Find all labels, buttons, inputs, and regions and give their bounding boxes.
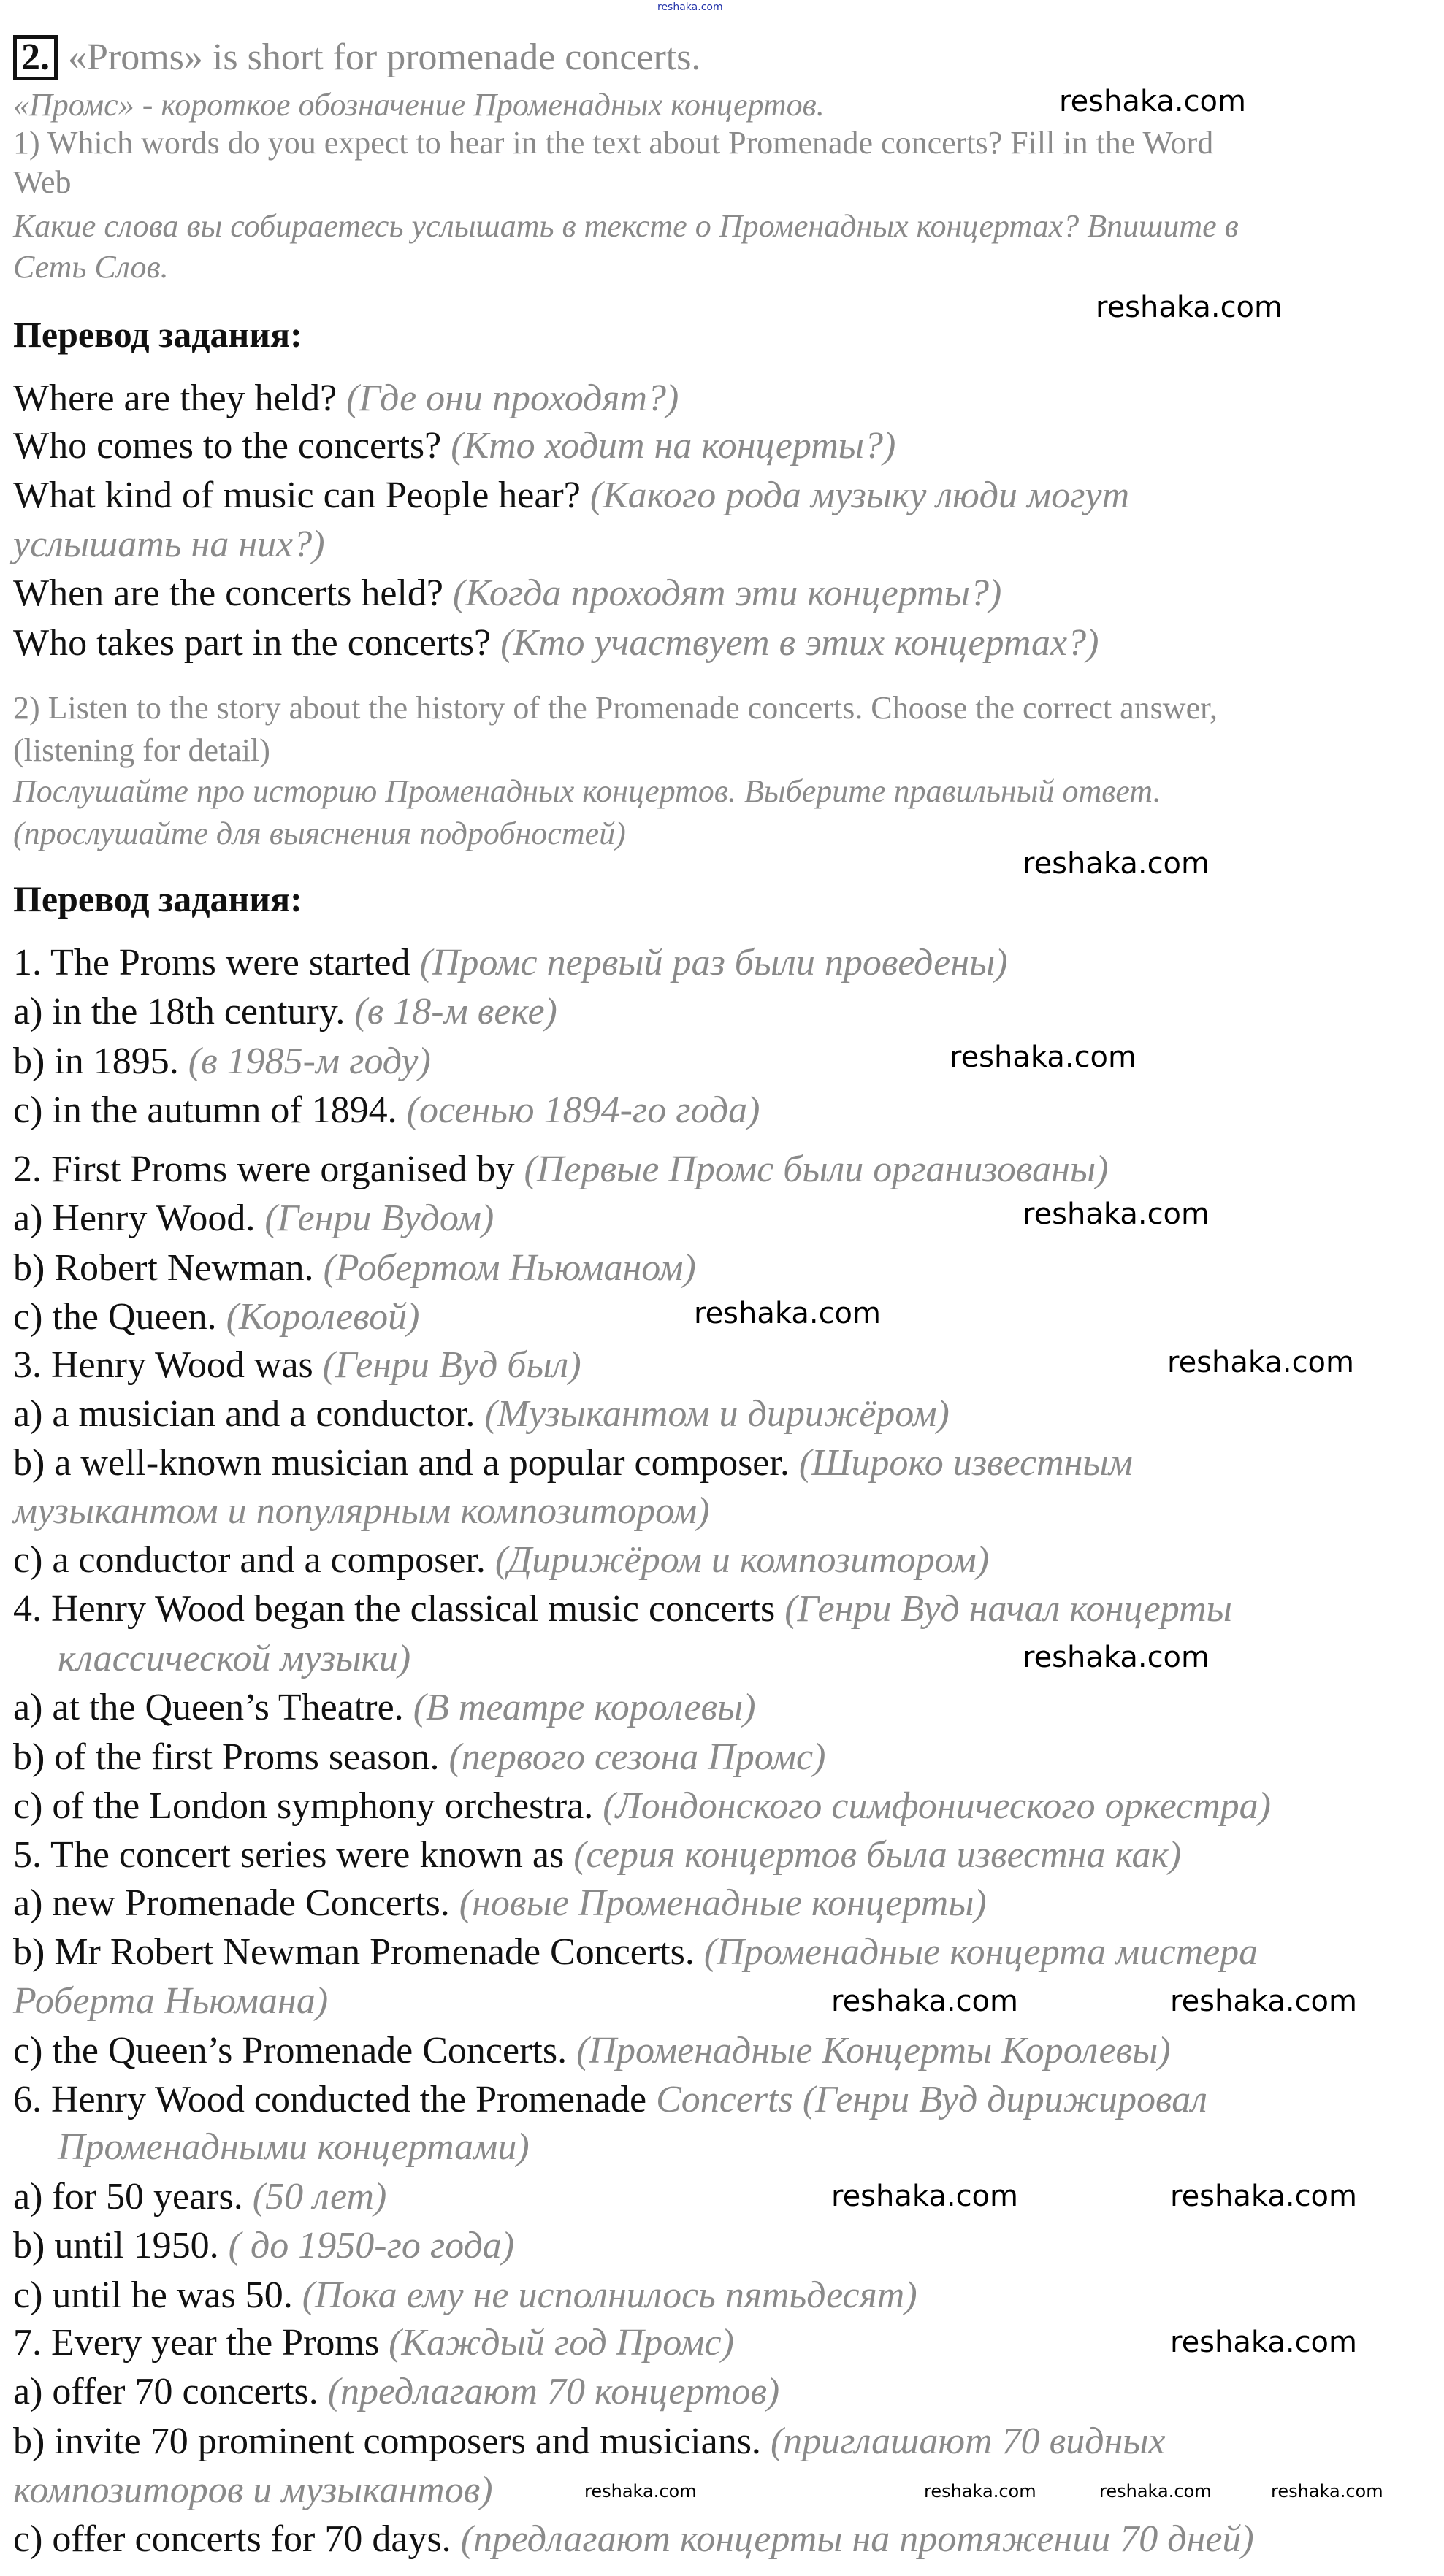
russian-translation: (Широко известным (798, 1442, 1133, 1484)
english-text: a) for 50 years. (13, 2176, 243, 2217)
english-text: a) offer 70 concerts. (13, 2371, 318, 2412)
english-text: b) Robert Newman. (13, 1247, 314, 1289)
text-line (13, 1441, 1133, 1485)
russian-translation: (Пока ему не исполнилось пятьдесят) (302, 2274, 917, 2316)
text-line (13, 2518, 1254, 2561)
russian-translation: (Когда проходят эти концерты?) (453, 572, 1002, 614)
russian-translation: музыкантом и популярным композитором) (13, 1490, 710, 1532)
russian-translation: (приглашают 70 видных (770, 2420, 1166, 2462)
english-text: a) Henry Wood. (13, 1197, 256, 1239)
russian-translation: Concerts (Генри Вуд дирижировал (656, 2079, 1207, 2120)
text-line (13, 424, 895, 468)
watermark: reshaka.com (831, 1985, 1018, 2018)
text-line (13, 941, 1008, 985)
watermark: reshaka.com (1096, 291, 1283, 324)
russian-translation: (Где они проходят?) (346, 377, 679, 419)
text-line (13, 621, 1099, 665)
text-line (13, 2469, 493, 2512)
text-line (58, 1637, 410, 1681)
text-line (13, 1148, 1108, 1192)
english-text: b) of the first Proms season. (13, 1736, 440, 1778)
english-text: a) a musician and a conductor. (13, 1393, 475, 1435)
watermark: reshaka.com (950, 1040, 1137, 1074)
english-text: 4. Henry Wood began the classical music concerts (13, 1588, 776, 1630)
text-line (58, 2125, 530, 2169)
question-2-ru: Послушайте про историю Променадных концертов. Выберите правильный ответ. (13, 773, 1161, 809)
russian-translation: (В театре королевы) (413, 1687, 756, 1728)
english-text: 6. Henry Wood conducted the Promenade (13, 2079, 647, 2120)
russian-translation: ( до 1950-го года) (228, 2225, 515, 2266)
russian-translation: (в 18-м веке) (354, 991, 557, 1032)
watermark: reshaka.com (1167, 1346, 1354, 1379)
russian-translation: (Генри Вудом) (264, 1197, 494, 1239)
english-text: a) in the 18th century. (13, 991, 345, 1032)
watermark: reshaka.com (694, 1297, 881, 1330)
text-line (13, 523, 325, 567)
english-text: c) in the autumn of 1894. (13, 1089, 397, 1131)
watermark-top: reshaka.com (657, 1, 723, 13)
text-line (13, 1538, 989, 1582)
russian-translation: (Промс первый раз были проведены) (419, 942, 1008, 984)
text-line (13, 2029, 1171, 2073)
english-text: b) until 1950. (13, 2225, 219, 2266)
english-text: 5. The concert series were known as (13, 1834, 565, 1876)
question-1-cont: Web (13, 164, 72, 200)
text-line (13, 1686, 756, 1730)
question-2-ru-cont: (прослушайте для выяснения подробностей) (13, 816, 626, 851)
watermark: reshaka.com (1099, 2481, 1212, 2502)
russian-translation: (Первые Промс были организованы) (524, 1149, 1109, 1190)
russian-translation: (Каждый год Промс) (389, 2322, 734, 2364)
russian-translation: (Музыкантом и дирижёром) (484, 1393, 950, 1435)
watermark: reshaka.com (1023, 847, 1210, 881)
task-title (13, 35, 700, 80)
russian-translation: классической музыки) (58, 1638, 411, 1679)
text-line (13, 1979, 328, 2023)
russian-translation: (Кто участвует в этих концертах?) (500, 622, 1099, 664)
russian-translation: (Променадные Концерты Королевы) (576, 2030, 1171, 2071)
english-text: b) invite 70 prominent composers and musicians. (13, 2420, 761, 2462)
english-text: b) a well-known musician and a popular composer. (13, 1442, 790, 1484)
question-1: 1) Which words do you expect to hear in the text about Promenade concerts? Fill in the Word (13, 125, 1214, 161)
watermark: reshaka.com (831, 2180, 1018, 2213)
english-text: c) of the London symphony orchestra. (13, 1785, 594, 1827)
text-line (13, 1040, 431, 1084)
watermark: reshaka.com (924, 2481, 1036, 2502)
russian-translation: (Лондонского симфонического оркестра) (603, 1785, 1271, 1827)
text-line (13, 1587, 1232, 1631)
text-line (13, 2370, 779, 2414)
text-line (13, 2321, 734, 2365)
english-text: a) at the Queen’s Theatre. (13, 1687, 404, 1728)
english-text: c) until he was 50. (13, 2274, 293, 2316)
russian-translation: (в 1985-м году) (188, 1040, 431, 1082)
watermark: reshaka.com (584, 2481, 697, 2502)
text-line (13, 1246, 696, 1290)
russian-translation: (Дирижёром и композитором) (494, 1539, 990, 1581)
english-text: 7. Every year the Proms (13, 2322, 380, 2364)
english-text: b) in 1895. (13, 1040, 179, 1082)
russian-translation: (Генри Вуд начал концерты (784, 1588, 1232, 1630)
text-line (13, 1089, 760, 1132)
watermark: reshaka.com (1170, 2326, 1357, 2359)
russian-translation: (Кто ходит на концерты?) (451, 425, 896, 467)
task-title-ru: «Промс» - короткое обозначение Променадных концертов. (13, 87, 825, 123)
watermark: reshaka.com (1059, 85, 1246, 118)
russian-translation: (серия концертов была известна как) (573, 1834, 1182, 1876)
russian-translation: (осенью 1894-го года) (406, 1089, 760, 1131)
text-line (13, 2274, 917, 2318)
text-line (13, 1295, 419, 1339)
russian-translation: (предлагают концерты на протяжении 70 дней) (460, 2518, 1254, 2560)
russian-translation: (Робертом Ньюманом) (323, 1247, 696, 1289)
watermark: reshaka.com (1271, 2481, 1383, 2502)
russian-translation: (первого сезона Промс) (448, 1736, 826, 1778)
russian-translation: (новые Променадные концерты) (459, 1882, 987, 1924)
text-line (13, 1931, 1258, 1974)
text-line (13, 377, 679, 421)
text-line (13, 1785, 1271, 1828)
text-line (13, 474, 1129, 518)
english-text: c) a conductor and a composer. (13, 1539, 486, 1581)
text-line (13, 1490, 710, 1533)
english-text: What kind of music can People hear? (13, 475, 581, 516)
russian-translation: композиторов и музыкантов) (13, 2469, 493, 2511)
english-text: b) Mr Robert Newman Promenade Concerts. (13, 1931, 695, 1973)
russian-translation: (Какого рода музыку люди могут (589, 475, 1130, 516)
russian-translation: (Генри Вуд был) (322, 1344, 581, 1386)
text-line (13, 2175, 386, 2219)
text-line (13, 2224, 514, 2268)
russian-translation: Роберта Ньюмана) (13, 1980, 329, 2022)
english-text: 3. Henry Wood was (13, 1344, 313, 1386)
text-line (13, 572, 1001, 616)
text-line (13, 1833, 1181, 1877)
watermark: reshaka.com (1170, 1985, 1357, 2018)
english-text: 2. First Proms were organised by (13, 1149, 515, 1190)
text-line (13, 1392, 950, 1436)
russian-translation: (предлагают 70 концертов) (327, 2371, 780, 2412)
russian-translation: (50 лет) (252, 2176, 387, 2217)
text-line (13, 2078, 1207, 2122)
watermark: reshaka.com (1023, 1641, 1210, 1674)
english-text: Who takes part in the concerts? (13, 622, 492, 664)
translation-heading-2: Перевод задания: (13, 878, 302, 919)
english-text: 1. The Proms were started (13, 942, 410, 984)
question-2-cont: (listening for detail) (13, 732, 270, 768)
english-text: c) the Queen. (13, 1296, 217, 1338)
text-line (13, 990, 557, 1034)
watermark: reshaka.com (1170, 2180, 1357, 2213)
text-line (13, 2420, 1166, 2464)
task-title-text: «Proms» is short for promenade concerts. (68, 37, 701, 78)
english-text: a) new Promenade Concerts. (13, 1882, 450, 1924)
text-line (13, 1197, 494, 1241)
text-line (13, 1736, 825, 1779)
translation-heading: Перевод задания: (13, 314, 302, 355)
english-text: c) the Queen’s Promenade Concerts. (13, 2030, 568, 2071)
watermark: reshaka.com (1023, 1197, 1210, 1231)
text-line (13, 1882, 987, 1925)
english-text: Who comes to the concerts? (13, 425, 442, 467)
english-text: Where are they held? (13, 377, 337, 419)
english-text: c) offer concerts for 70 days. (13, 2518, 451, 2560)
english-text: When are the concerts held? (13, 572, 444, 614)
russian-translation: (Королевой) (226, 1296, 420, 1338)
question-1-ru: Какие слова вы собираетесь услышать в тексте о Променадных концертах? Впишите в (13, 208, 1239, 244)
text-line (13, 1343, 581, 1387)
question-1-ru-cont: Сеть Слов. (13, 249, 169, 285)
russian-translation: Променадными концертами) (58, 2126, 530, 2168)
task-number: 2. (13, 35, 58, 80)
russian-translation: услышать на них?) (13, 524, 325, 565)
russian-translation: (Променадные концерта мистера (703, 1931, 1258, 1973)
question-2: 2) Listen to the story about the history of the Promenade concerts. Choose the correct answer, (13, 690, 1218, 726)
